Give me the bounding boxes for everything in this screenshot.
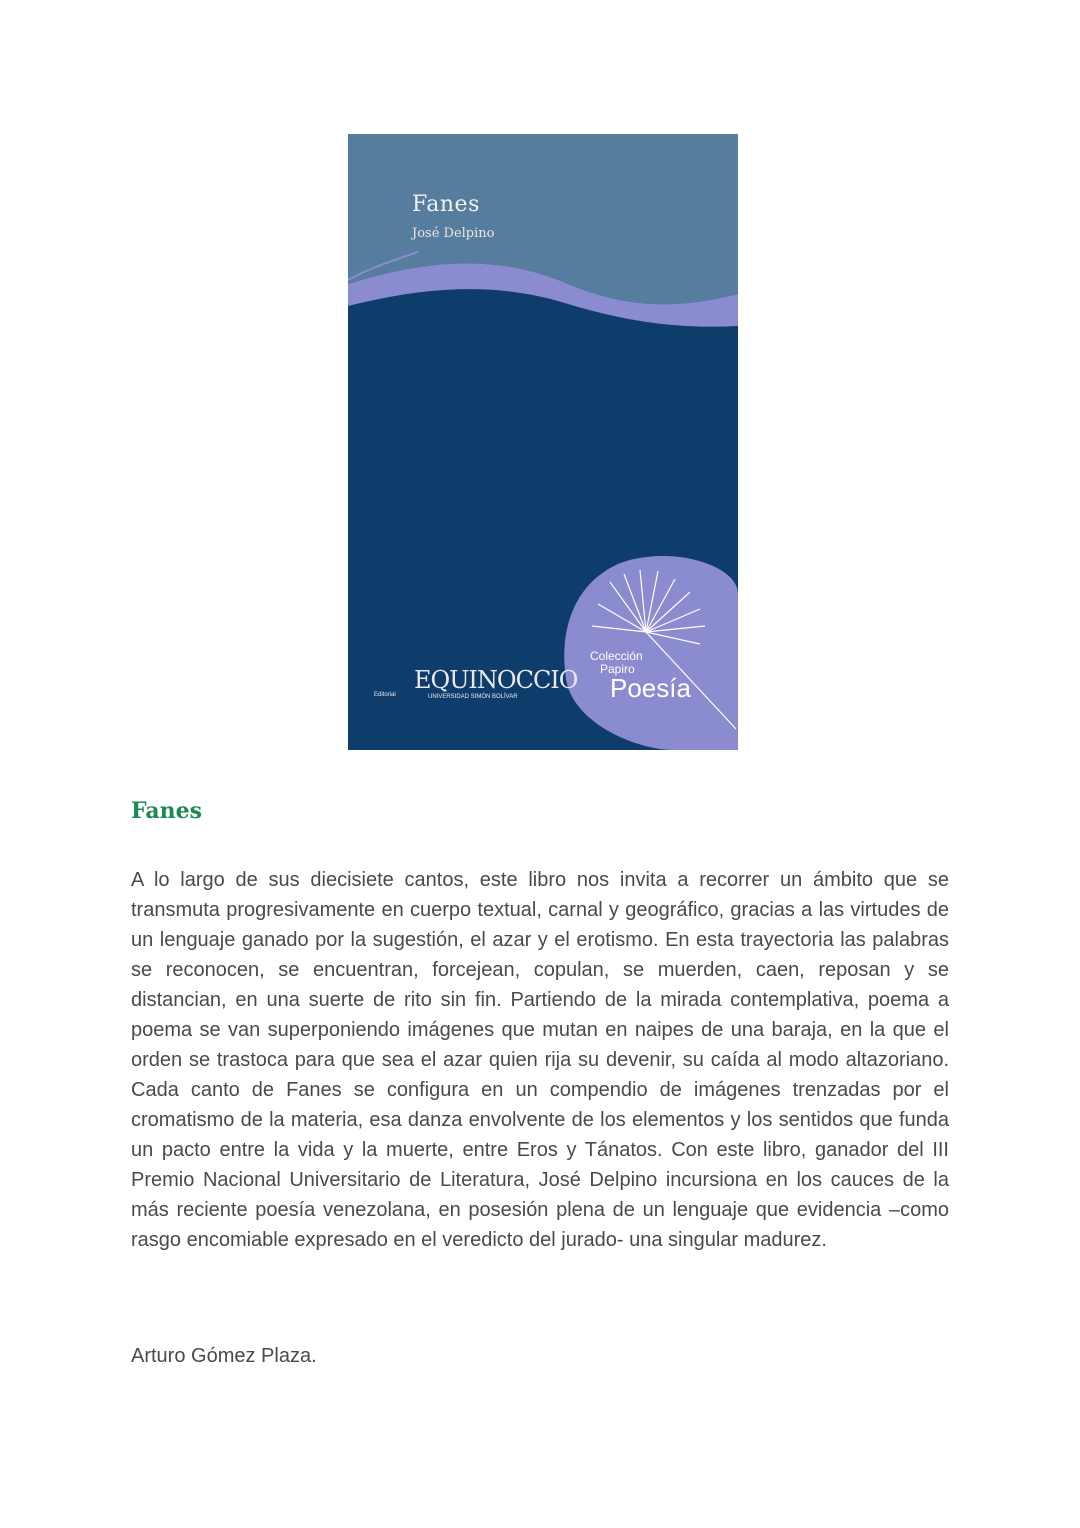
collection-label xyxy=(590,650,691,702)
cover-author: José Delpino xyxy=(412,226,495,241)
publisher-logo xyxy=(374,666,578,706)
description-paragraph: A lo largo de sus diecisiete cantos, este libro nos invita a recorrer un ámbito que se transmuta progresivamente en cuerpo textual, carnal y geográfico, gracias a las virtudes de un lenguaje ganado por la sugestión, el azar y el erotismo. En esta trayectoria las palabras se reconocen, se encuentran, forcejean, copulan, se muerden, caen, reposan y se distancian, en una suerte de rito sin fin. Partiendo de la mirada contemplativa, poema a poema se van superponiendo imágenes que mutan en naipes de una baraja, en la que el orden se trastoca para que sea el azar quien rija su devenir, su caída al modo altazoriano. Cada canto de Fanes se configura en un compendio de imágenes trenzadas por el cromatismo de la materia, esa danza envolvente de los elementos y los sentidos que funda un pacto entre la vida y la muerte, entre Eros y Tánatos. Con este libro, ganador del III Premio Nacional Universitario de Literatura, José Delpino incursiona en los cauces de la más reciente poesía venezolana, en posesión plena de un lenguaje que evidencia –como rasgo encomiable expresado en el veredicto del jurado- una singular madurez. xyxy=(131,869,949,1251)
collection-line3: Poesía xyxy=(610,673,691,704)
cover-title: Fanes xyxy=(412,192,480,217)
publisher-name: EQUINOCCIO xyxy=(414,666,578,694)
book-cover xyxy=(348,134,738,750)
page-title: Fanes xyxy=(131,798,203,824)
publisher-subtitle: UNIVERSIDAD SIMÓN BOLÍVAR xyxy=(428,694,518,700)
publisher-prefix: Editorial xyxy=(374,692,396,698)
collection-line2: Papiro xyxy=(600,661,635,676)
collection-line1: Colección xyxy=(590,649,643,663)
author-signature: Arturo Gómez Plaza. xyxy=(131,1345,317,1367)
